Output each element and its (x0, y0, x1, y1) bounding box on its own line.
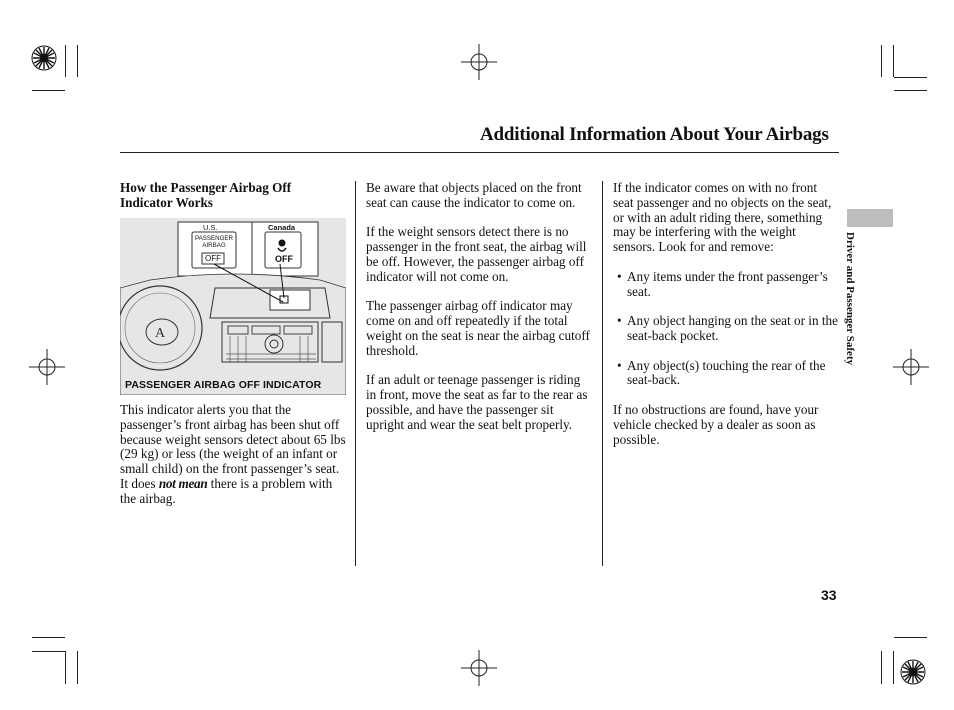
title-rule (120, 152, 839, 153)
section-tab (847, 209, 893, 227)
us-label: U.S. (203, 223, 218, 232)
page-title: Additional Information About Your Airbags (480, 124, 829, 145)
list-item: • Any items under the front passenger’s seat. (613, 270, 839, 300)
us-indicator-text: PASSENGER AIRBAG (194, 235, 234, 249)
section-side-label: Driver and Passenger Safety (844, 232, 856, 366)
paragraph: If no obstructions are found, have your vehicle checked by a dealer as soon as possible. (613, 401, 819, 447)
svg-text:A: A (155, 326, 166, 341)
registration-crosshair-icon (29, 349, 65, 385)
figure-caption: PASSENGER AIRBAG OFF INDICATOR (125, 379, 322, 391)
paragraph: If an adult or teenage passenger is riding in front, move the seat as far to the rear as possible, and have the passenger sit upright and wear the seat belt properly. (366, 372, 588, 432)
registration-starburst-icon (899, 658, 927, 686)
paragraph: The passenger airbag off indicator may come on and off repeatedly if the total weight on the seat is near the airbag cutoff threshold. (366, 298, 590, 358)
column-2 (366, 181, 592, 447)
paragraph: This indicator alerts you that the passenger’s front airbag has been shut off because weight sensors detect about 65 lbs (29 kg) or less (the weight of an infant or small child) on the front passenger’s seat. It does not mean there is a problem with the airbag. (120, 402, 346, 506)
list-item: • Any object(s) touching the rear of the seat-back. (613, 359, 839, 389)
airbag-indicator-figure (120, 218, 346, 395)
paragraph: If the weight sensors detect there is no passenger in the front seat, the airbag will be off. However, the passenger airbag off indicator will not come on. (366, 224, 587, 284)
column-1-text (120, 403, 346, 521)
us-off-indicator: OFF (205, 254, 221, 263)
bullet-list (613, 270, 839, 388)
registration-crosshair-icon (461, 44, 497, 80)
paragraph: If the indicator comes on with no front seat passenger and no objects on the seat, or with an adult riding there, something may be interfering with the weight sensors. Look for and remove: (613, 180, 832, 255)
list-item: • Any object hanging on the seat or in the seat-back pocket. (613, 314, 839, 344)
column-divider (602, 181, 603, 566)
canada-label: Canada (268, 223, 296, 232)
canada-off-indicator: OFF (275, 254, 293, 264)
registration-starburst-icon (30, 44, 58, 72)
section-heading: How the Passenger Airbag Off Indicator Works (120, 180, 292, 210)
registration-crosshair-icon (893, 349, 929, 385)
column-1 (120, 181, 346, 219)
page-number: 33 (821, 587, 837, 603)
registration-crosshair-icon (461, 650, 497, 686)
column-divider (355, 181, 356, 566)
paragraph: Be aware that objects placed on the front seat can cause the indicator to come on. (366, 180, 582, 210)
emphasis: not mean (158, 475, 208, 491)
column-3 (613, 181, 839, 462)
